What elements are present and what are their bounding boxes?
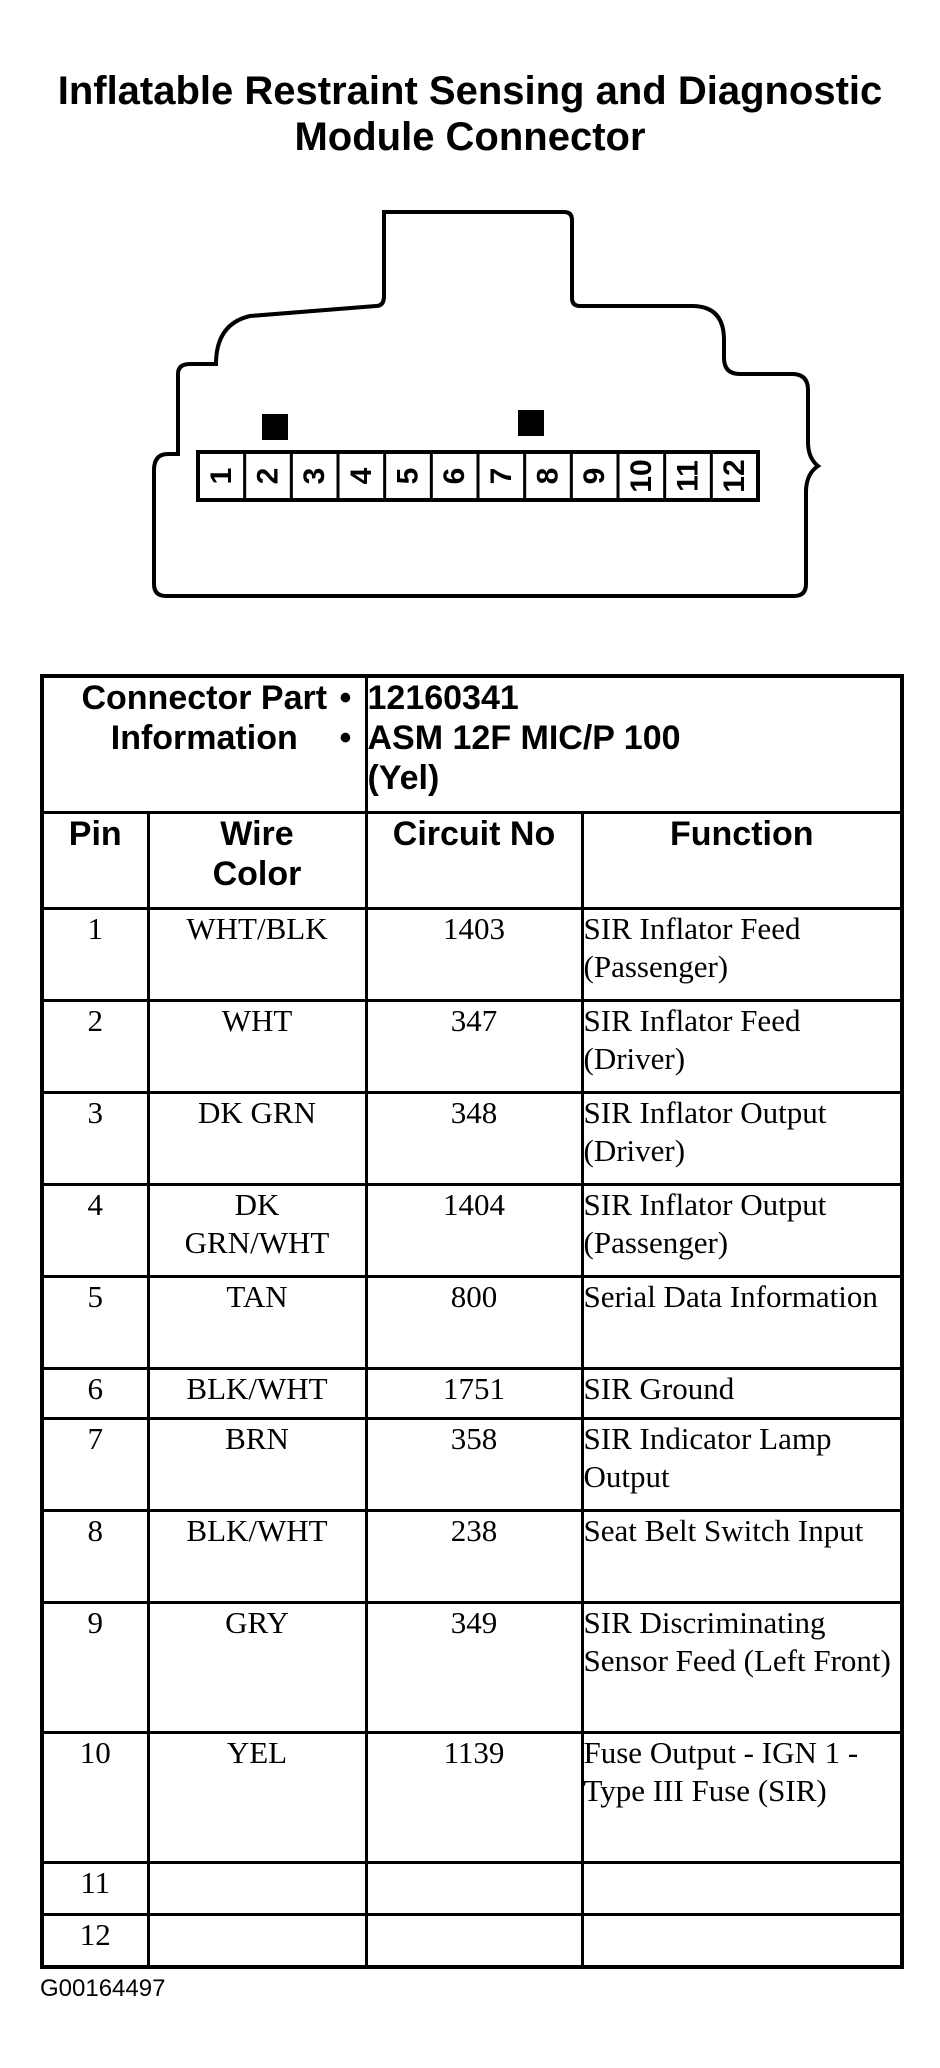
wire-color-cell <box>148 1603 366 1733</box>
diagram-title <box>0 68 940 160</box>
pin-cell: 5 <box>42 1276 148 1368</box>
pin-cells <box>205 452 751 500</box>
wire-color-line-1: YEL <box>226 1735 288 1771</box>
pin-cell: 8 <box>42 1511 148 1603</box>
circuit-cell <box>366 1915 582 1967</box>
circuit-cell: 349 <box>366 1603 582 1733</box>
function-cell <box>582 1863 902 1915</box>
wire-color-line-1: TAN <box>226 1278 288 1314</box>
figure-id: G00164497 <box>40 1975 166 2002</box>
circuit-cell: 1404 <box>366 1184 582 1276</box>
function-cell: Fuse Output - IGN 1 - Type III Fuse (SIR) <box>582 1733 902 1863</box>
function-cell: SIR Ground <box>582 1368 902 1418</box>
table-row <box>42 1915 902 1967</box>
connector-pin-12: 12 <box>718 459 752 493</box>
table-row <box>42 1184 902 1276</box>
table-row <box>42 1863 902 1915</box>
circuit-cell: 347 <box>366 1000 582 1092</box>
table-row <box>42 1000 902 1092</box>
table-row <box>42 1733 902 1863</box>
part-color: (Yel) <box>367 759 440 797</box>
function-cell: SIR Inflator Feed (Driver) <box>582 1000 902 1092</box>
circuit-cell: 348 <box>366 1092 582 1184</box>
connector-pin-2: 2 <box>251 467 285 485</box>
circuit-cell: 358 <box>366 1419 582 1511</box>
table-header-row <box>42 812 902 908</box>
function-cell: SIR Indicator Lamp Output <box>582 1419 902 1511</box>
pin-cell: 9 <box>42 1603 148 1733</box>
function-cell: SIR Inflator Output (Driver) <box>582 1092 902 1184</box>
part-asm: ASM 12F MIC/P 100 <box>367 719 681 757</box>
title-line-2: Module Connector <box>294 115 646 159</box>
function-cell <box>582 1915 902 1967</box>
connector-pin-11: 11 <box>671 460 705 492</box>
connector-pin-3: 3 <box>298 467 332 485</box>
table-row <box>42 1276 902 1368</box>
pin-cell: 10 <box>42 1733 148 1863</box>
wire-color-cell <box>148 1092 366 1184</box>
wire-color-line-1: BRN <box>225 1421 289 1457</box>
connector-pin-4: 4 <box>344 467 378 485</box>
circuit-cell: 800 <box>366 1276 582 1368</box>
part-info-values-cell <box>339 676 902 812</box>
header-wire-color: Wire Color <box>148 812 366 908</box>
wire-color-line-1: DK <box>234 1186 280 1222</box>
table-row <box>42 908 902 1000</box>
table-row <box>42 1511 902 1603</box>
part-number: 12160341 <box>367 679 519 717</box>
function-cell: SIR Inflator Output (Passenger) <box>582 1184 902 1276</box>
circuit-cell: 1403 <box>366 908 582 1000</box>
pin-cell: 1 <box>42 908 148 1000</box>
connector-pin-8: 8 <box>531 467 565 485</box>
title-line-1: Inflatable Restraint Sensing and Diagnostic <box>57 69 883 113</box>
wire-color-cell <box>148 1276 366 1368</box>
wire-color-cell <box>148 908 366 1000</box>
connector-pin-6: 6 <box>438 467 472 485</box>
pin-cell: 7 <box>42 1419 148 1511</box>
table-row <box>42 1368 902 1418</box>
latch-mark-left <box>262 414 288 440</box>
connector-diagram <box>0 200 940 620</box>
connector-pin-5: 5 <box>391 467 425 485</box>
header-pin: Pin <box>42 812 148 908</box>
pin-cell: 3 <box>42 1092 148 1184</box>
wire-color-cell <box>148 1000 366 1092</box>
table-row <box>42 1419 902 1511</box>
wire-color-line-1: BLK/WHT <box>186 1513 328 1549</box>
connector-outline <box>154 212 818 596</box>
table-row <box>42 1603 902 1733</box>
bullet-icon: • <box>339 719 352 757</box>
circuit-cell: 1751 <box>366 1368 582 1418</box>
wire-color-cell <box>148 1184 366 1276</box>
function-cell: Seat Belt Switch Input <box>582 1511 902 1603</box>
function-cell: Serial Data Information <box>582 1276 902 1368</box>
wire-color-cell <box>148 1733 366 1863</box>
pin-cell: 2 <box>42 1000 148 1092</box>
pin-cell: 12 <box>42 1915 148 1967</box>
wire-color-line-1: WHT/BLK <box>186 910 328 946</box>
connector-pin-1: 1 <box>204 467 238 485</box>
wire-color-cell <box>148 1419 366 1511</box>
latch-mark-right <box>518 410 544 436</box>
function-cell: SIR Discriminating Sensor Feed (Left Front) <box>582 1603 902 1733</box>
connector-pin-10: 10 <box>624 459 658 493</box>
pin-cell: 6 <box>42 1368 148 1418</box>
part-info-label-cell <box>42 676 366 812</box>
connector-pin-7: 7 <box>484 467 518 485</box>
wire-color-cell <box>148 1863 366 1915</box>
pin-cell: 4 <box>42 1184 148 1276</box>
circuit-cell: 238 <box>366 1511 582 1603</box>
wire-color-line-2: GRN/WHT <box>184 1224 330 1260</box>
wire-color-cell <box>148 1511 366 1603</box>
wire-color-line-1: DK GRN <box>198 1094 316 1130</box>
connector-pin-9: 9 <box>578 467 612 485</box>
wire-color-line-1: BLK/WHT <box>186 1370 328 1406</box>
header-circuit-no: Circuit No <box>366 812 582 908</box>
table-row <box>42 1092 902 1184</box>
part-info-label-line-1: Connector Part <box>81 679 328 717</box>
header-function: Function <box>582 812 902 908</box>
part-info-label-line-2: Information <box>110 719 298 757</box>
bullet-icon: • <box>339 679 352 717</box>
pinout-table <box>40 674 904 1969</box>
circuit-cell: 1139 <box>366 1733 582 1863</box>
wire-color-line-1: WHT <box>221 1002 293 1038</box>
wire-color-line-1: GRY <box>225 1605 289 1641</box>
wire-color-cell <box>148 1915 366 1967</box>
function-cell: SIR Inflator Feed (Passenger) <box>582 908 902 1000</box>
circuit-cell <box>366 1863 582 1915</box>
pin-cell: 11 <box>42 1863 148 1915</box>
wire-color-cell <box>148 1368 366 1418</box>
